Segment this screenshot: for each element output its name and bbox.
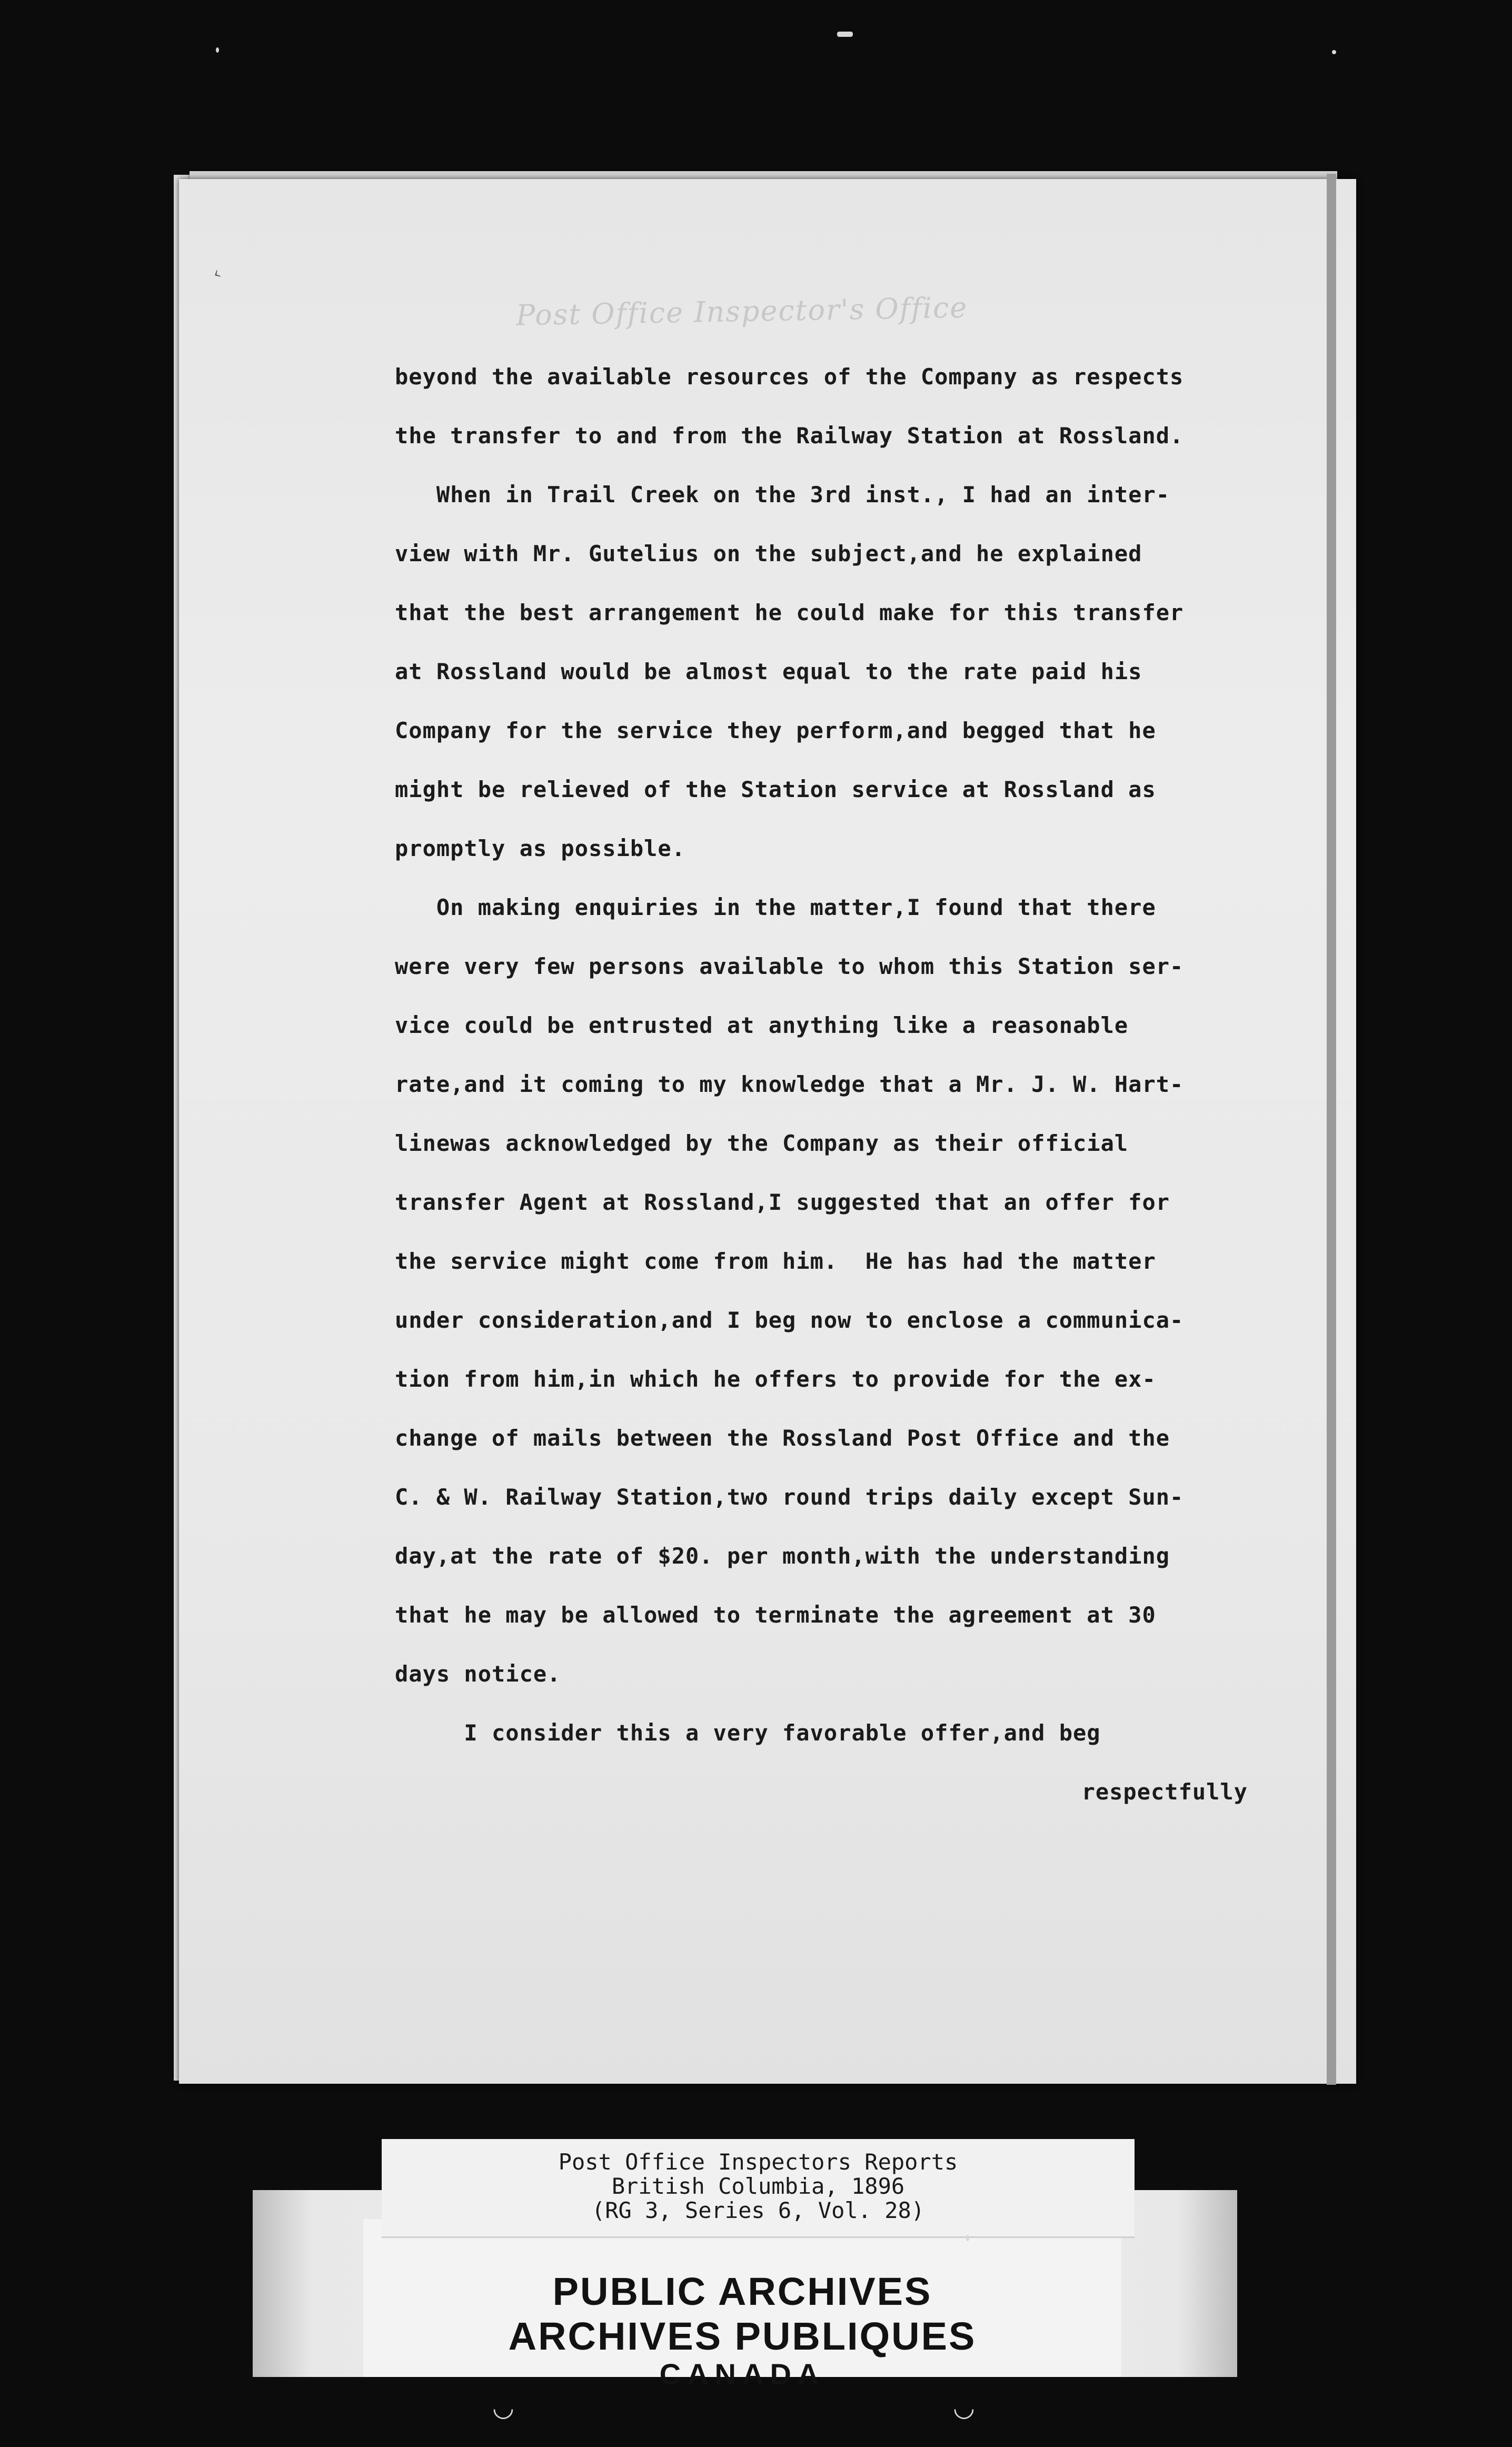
letter-line: When in Trail Creek on the 3rd inst., I had an inter- (395, 482, 1170, 508)
film-mark: ◡ (492, 2393, 514, 2422)
letter-line: promptly as possible. (395, 835, 686, 861)
letter-line: transfer Agent at Rossland,I suggested that an offer for (395, 1189, 1170, 1215)
page-edge-shadow (1327, 174, 1336, 2085)
pencil-tick-mark: ‹ (208, 263, 225, 285)
label-line-3: (RG 3, Series 6, Vol. 28) (591, 2197, 925, 2223)
letter-line: On making enquiries in the matter,I found that there (395, 894, 1156, 920)
letter-closing: respectfully (1081, 1779, 1248, 1805)
letter-line: C. & W. Railway Station,two round trips daily except Sun- (395, 1484, 1184, 1510)
letter-line: day,at the rate of $20. per month,with the understanding (395, 1543, 1170, 1569)
letter-line: that he may be allowed to terminate the agreement at 30 (395, 1602, 1156, 1628)
letter-line: Company for the service they perform,and begged that he (395, 718, 1156, 743)
archive-stamp-line-3: CANADA (659, 2358, 825, 2391)
letter-line: that the best arrangement he could make for this transfer (395, 600, 1184, 625)
film-speck (837, 32, 853, 37)
archive-stamp-line-1: PUBLIC ARCHIVES (552, 2270, 932, 2313)
letter-line: the transfer to and from the Railway Station at Rossland. (395, 423, 1184, 449)
film-speck (1332, 50, 1336, 54)
letter-line: tion from him,in which he offers to provide for the ex- (395, 1366, 1156, 1392)
letter-line: were very few persons available to whom this Station ser- (395, 953, 1184, 979)
letter-line: might be relieved of the Station service at Rossland as (395, 777, 1156, 802)
letter-line: rate,and it coming to my knowledge that a Mr. J. W. Hart- (395, 1071, 1184, 1097)
letter-line: linewas acknowledged by the Company as their official (395, 1130, 1129, 1156)
film-mark: ◡ (953, 2393, 975, 2422)
letter-line: days notice. (395, 1661, 561, 1687)
letter-line: vice could be entrusted at anything like a reasonable (395, 1012, 1129, 1038)
letter-line: I consider this a very favorable offer,and beg (395, 1720, 1101, 1746)
letter-line: view with Mr. Gutelius on the subject,and he explained (395, 541, 1142, 566)
label-line-2: British Columbia, 1896 (611, 2173, 905, 2199)
archive-reference-label (382, 2139, 1135, 2238)
archive-stamp-panel (363, 2219, 1121, 2391)
letter-line: the service might come from him. He has had the matter (395, 1248, 1156, 1274)
letter-line: beyond the available resources of the Company as respects (395, 364, 1184, 390)
letter-line: under consideration,and I beg now to enclose a communica- (395, 1307, 1184, 1333)
letter-line: at Rossland would be almost equal to the rate paid his (395, 659, 1142, 684)
film-speck (966, 2235, 969, 2241)
letter-line: change of mails between the Rossland Post Office and the (395, 1425, 1170, 1451)
archive-stamp-line-2: ARCHIVES PUBLIQUES (508, 2314, 977, 2358)
film-speck (216, 47, 219, 53)
faint-letterhead: Post Office Inspector's Office (515, 291, 968, 332)
label-line-1: Post Office Inspectors Reports (558, 2149, 958, 2175)
letter-body (395, 347, 1258, 1822)
